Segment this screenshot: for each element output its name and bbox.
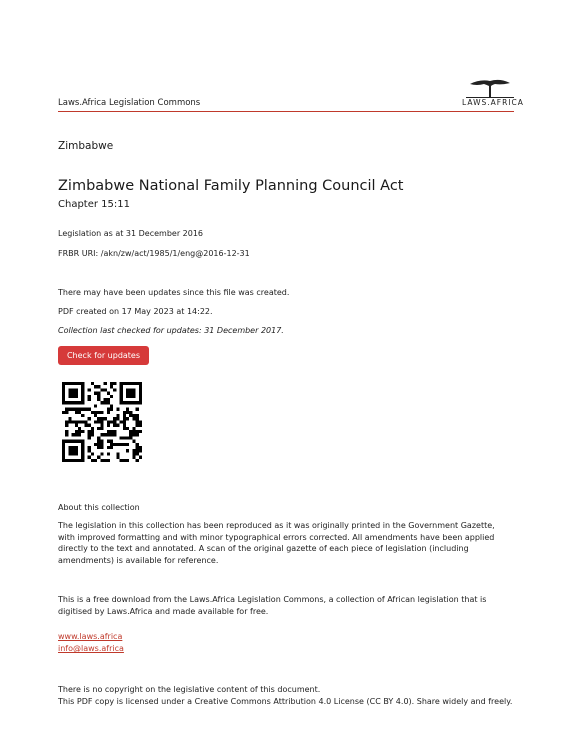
frbr-uri: FRBR URI: /akn/zw/act/1985/1/eng@2016-12-31 bbox=[58, 249, 250, 258]
website-link[interactable]: www.laws.africa bbox=[58, 632, 123, 641]
header-divider bbox=[58, 111, 514, 112]
legislation-date: Legislation as at 31 December 2016 bbox=[58, 229, 204, 238]
about-body: The legislation in this collection has been reproduced as it was originally printed in the Government Gazette, with improved formatting and with minor typographical errors corrected. All amendments have been applied directly to the text and annotated. A scan of the original gazette of each piece of legislation (including amendments) is available for reference. bbox=[58, 521, 495, 565]
laws-africa-logo bbox=[462, 76, 524, 110]
collection-name: Laws.Africa Legislation Commons bbox=[58, 98, 201, 108]
pdf-created: PDF created on 17 May 2023 at 14:22. bbox=[58, 307, 213, 316]
email-link[interactable]: info@laws.africa bbox=[58, 644, 124, 653]
country: Zimbabwe bbox=[58, 140, 114, 152]
check-for-updates-button[interactable]: Check for updates bbox=[58, 346, 149, 365]
qr-code[interactable] bbox=[62, 382, 142, 462]
last-checked: Collection last checked for updates: 31 December 2017. bbox=[58, 326, 284, 335]
license-notice: This PDF copy is licensed under a Creative Commons Attribution 4.0 License (CC BY 4.0). Share widely and freely. bbox=[58, 697, 513, 706]
copyright-notice: There is no copyright on the legislative content of this document. bbox=[58, 685, 321, 694]
free-download-text: This is a free download from the Laws.Africa Legislation Commons, a collection of African legislation that is digitised by Laws.Africa and made available for free. bbox=[58, 595, 487, 616]
chapter-number: Chapter 15:11 bbox=[58, 199, 130, 210]
about-heading: About this collection bbox=[58, 503, 140, 512]
act-title: Zimbabwe National Family Planning Council Act bbox=[58, 178, 404, 194]
logo-text: LAWS.AFRICA bbox=[462, 98, 524, 107]
tree-icon bbox=[462, 76, 518, 100]
updates-notice: There may have been updates since this file was created. bbox=[58, 288, 290, 297]
